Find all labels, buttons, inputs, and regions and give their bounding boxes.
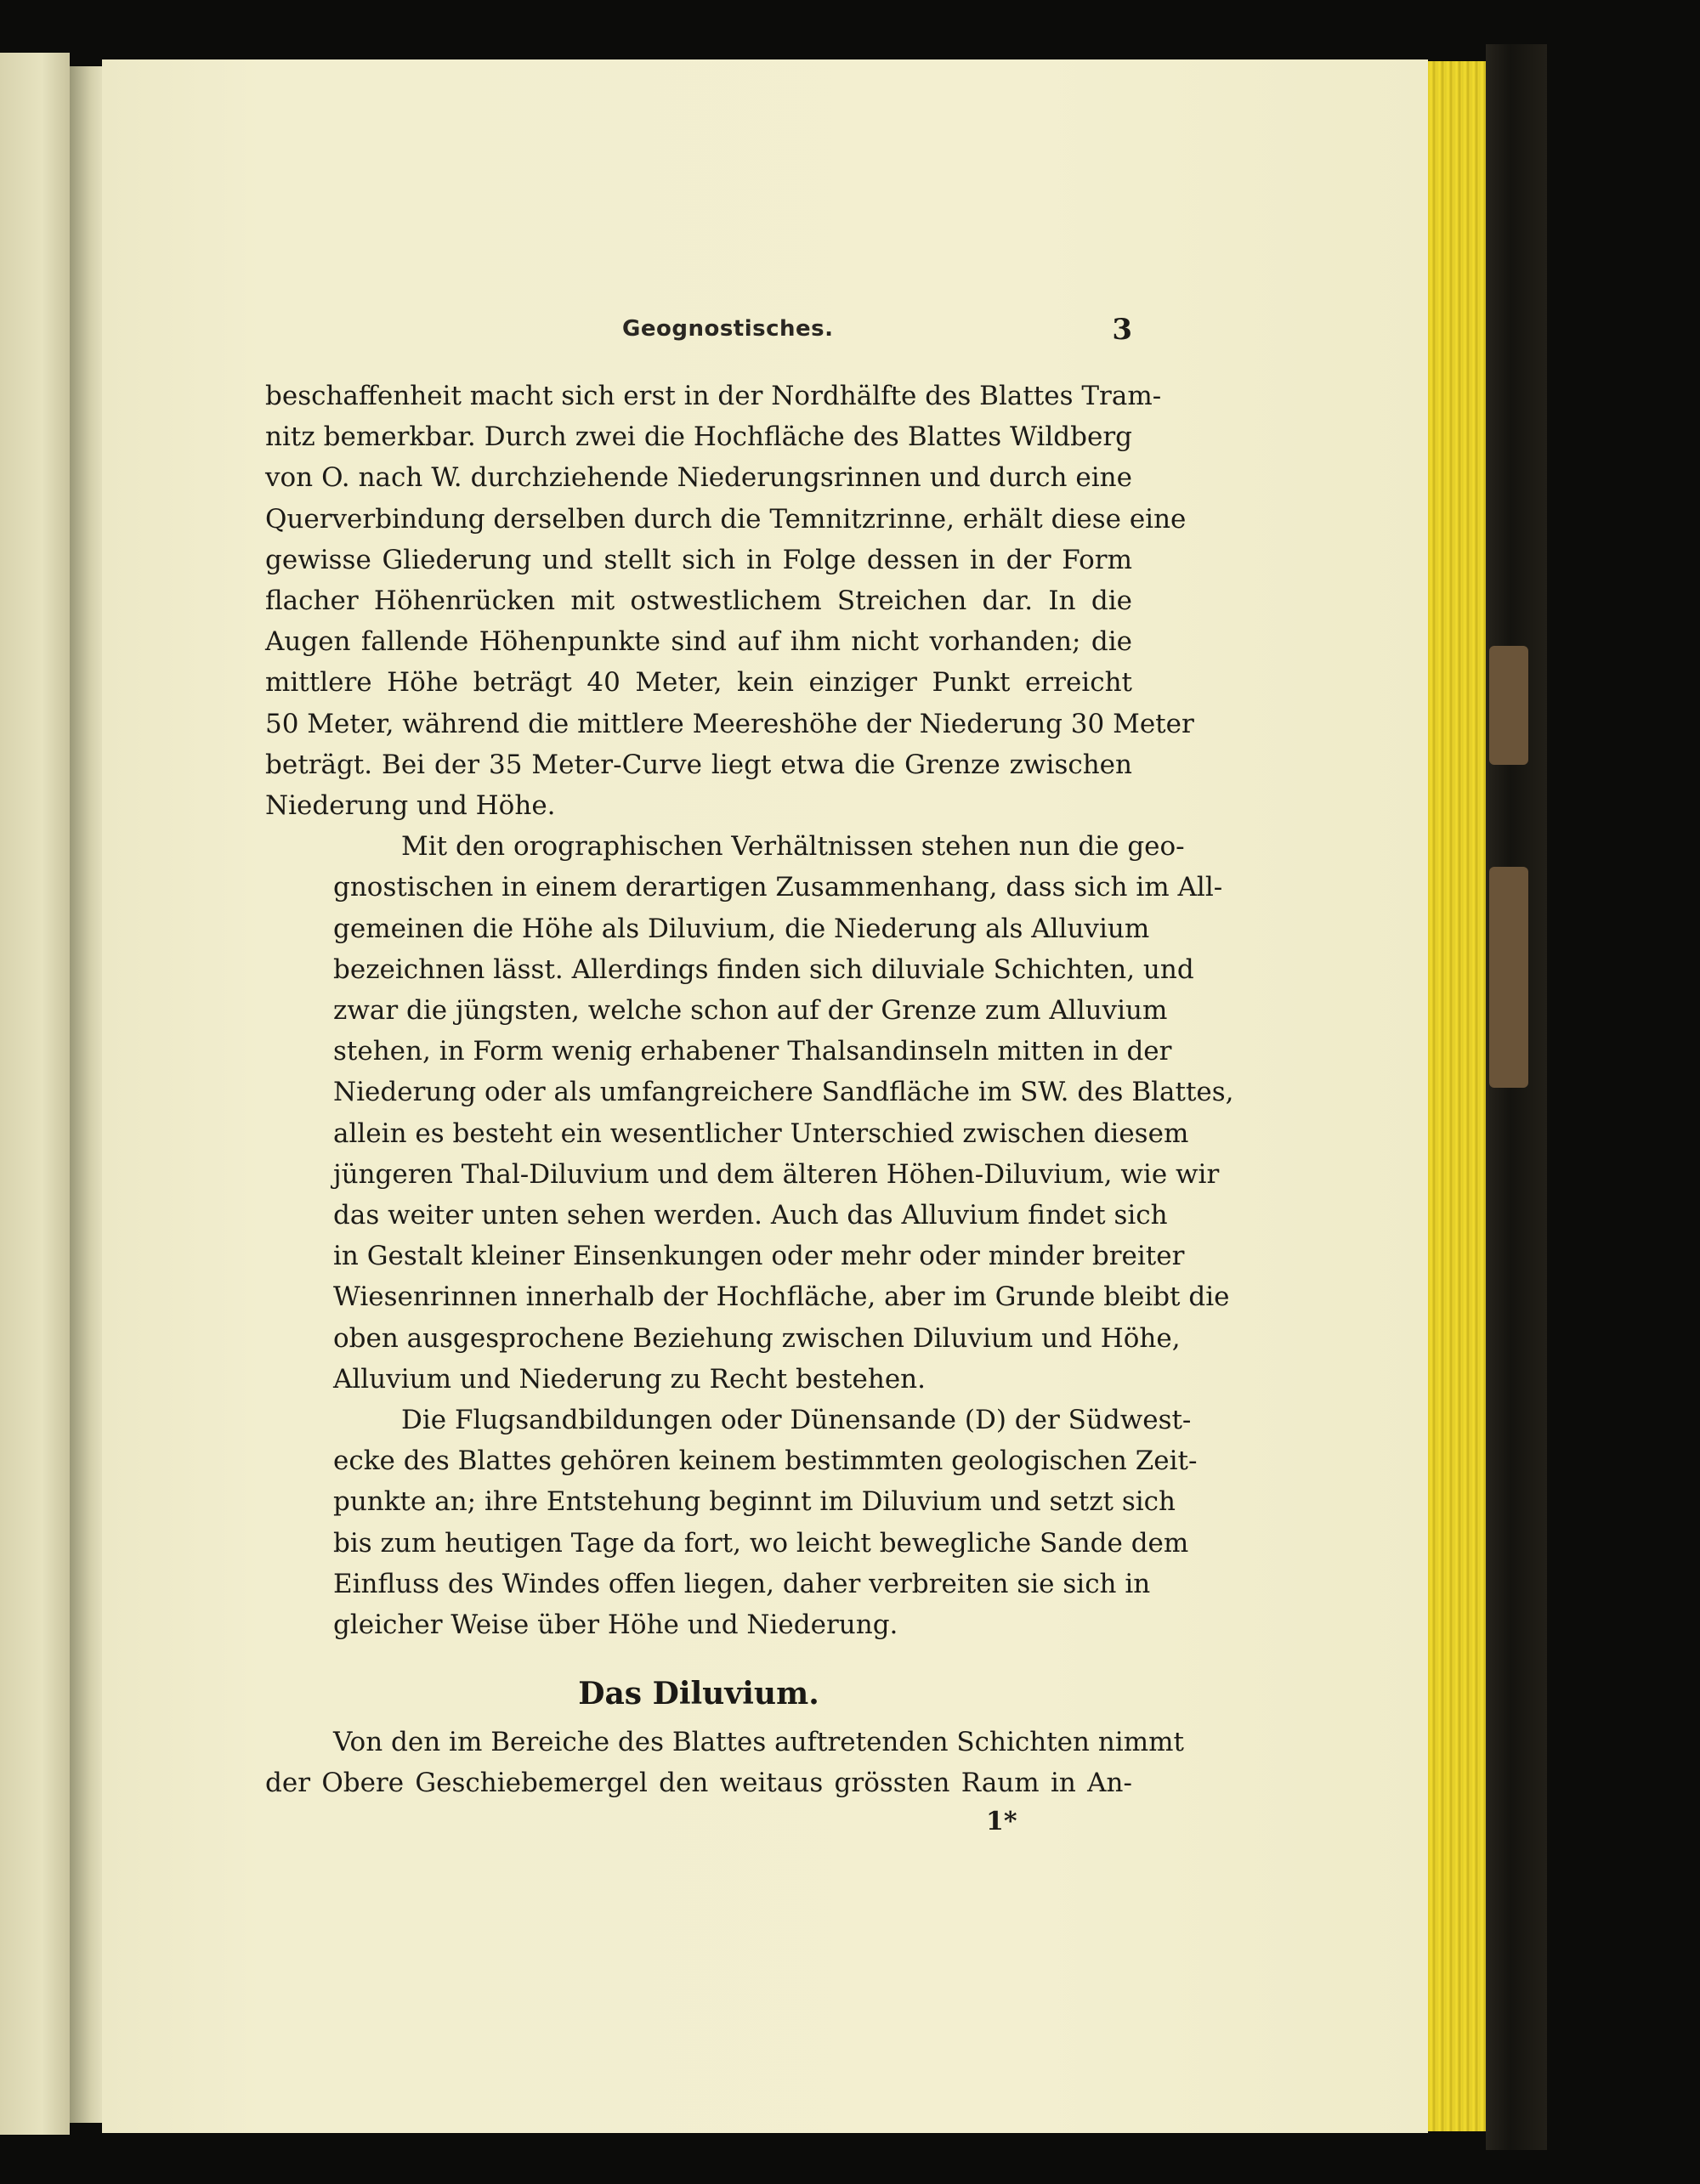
- text-line: Querverbindung derselben durch die Temnitzrinne, erhält diese eine: [265, 503, 1187, 535]
- text-line: Niederung und Höhe.: [265, 790, 556, 822]
- paragraph-3: [265, 1400, 1198, 1645]
- text-line: nitz bemerkbar. Durch zwei die Hochfläche des Blattes Wildberg: [265, 422, 1132, 453]
- text-line: gemeinen die Höhe als Diluvium, die Niederung als Alluvium: [333, 913, 1150, 944]
- section-heading: Das Diluvium.: [578, 1676, 819, 1712]
- text-line: flacher Höhenrücken mit ostwestlichem Streichen dar. In die: [265, 586, 1132, 617]
- book-cover-spine: [1486, 44, 1547, 2150]
- text-line: in Gestalt kleiner Einsenkungen oder mehr oder minder breiter: [333, 1241, 1185, 1272]
- cover-wear-mark: [1489, 646, 1528, 765]
- text-line: ecke des Blattes gehören keinem bestimmten geologischen Zeit-: [333, 1446, 1198, 1477]
- text-line: Die Flugsandbildungen oder Dünensande (D) der Südwest-: [401, 1405, 1192, 1436]
- running-head: [265, 313, 1132, 359]
- text-line: punkte an; ihre Entstehung beginnt im Diluvium und setzt sich: [333, 1486, 1176, 1518]
- text-line: Alluvium und Niederung zu Recht bestehen.: [333, 1363, 926, 1395]
- text-line: Einfluss des Windes offen liegen, daher verbreiten sie sich in: [333, 1568, 1151, 1599]
- text-line: beschaffenheit macht sich erst in der Nordhälfte des Blattes Tram-: [265, 381, 1162, 411]
- section-text: [265, 1722, 1184, 1803]
- text-line: Niederung oder als umfangreichere Sandfläche im SW. des Blattes,: [333, 1077, 1234, 1108]
- text-line: gnostischen in einem derartigen Zusammenhang, dass sich im All-: [333, 872, 1223, 903]
- text-line: das weiter unten sehen werden. Auch das Alluvium findet sich: [333, 1200, 1168, 1231]
- paragraph-1: [265, 376, 1194, 826]
- section-paragraph: [265, 1722, 1184, 1803]
- text-line: gleicher Weise über Höhe und Niederung.: [333, 1610, 898, 1641]
- text-line: Von den im Bereiche des Blattes auftretenden Schichten nimmt: [333, 1727, 1184, 1757]
- text-line: jüngeren Thal-Diluvium und dem älteren Höhen-Diluvium, wie wir: [333, 1158, 1220, 1190]
- text-line: gewisse Gliederung und stellt sich in Folge dessen in der Form: [265, 544, 1132, 575]
- text-line: Augen fallende Höhenpunkte sind auf ihm nicht vorhanden; die: [265, 626, 1132, 658]
- text-line: bis zum heutigen Tage da fort, wo leicht bewegliche Sande dem: [333, 1527, 1189, 1559]
- cover-wear-mark: [1489, 867, 1528, 1088]
- signature-mark: 1*: [986, 1807, 1017, 1836]
- text-line: Mit den orographischen Verhältnissen stehen nun die geo-: [401, 831, 1185, 863]
- left-page-edge: [0, 53, 70, 2135]
- text-line: allein es besteht ein wesentlicher Unterschied zwischen diesem: [333, 1117, 1189, 1149]
- text-line: 50 Meter, während die mittlere Meereshöhe der Niederung 30 Meter: [265, 708, 1194, 739]
- body-text: [265, 376, 1234, 1645]
- text-line: beträgt. Bei der 35 Meter-Curve liegt etwa die Grenze zwischen: [265, 749, 1132, 780]
- page-number: 3: [1112, 313, 1132, 347]
- text-line: bezeichnen lässt. Allerdings finden sich diluviale Schichten, und: [333, 953, 1194, 985]
- text-line: zwar die jüngsten, welche schon auf der Grenze zum Alluvium: [333, 995, 1168, 1027]
- text-line: Wiesenrinnen innerhalb der Hochfläche, aber im Grunde bleibt die: [333, 1282, 1230, 1313]
- page-edges-gilded: [1428, 61, 1486, 2131]
- running-head-title: Geognostisches.: [622, 316, 834, 342]
- text-line: von O. nach W. durchziehende Niederungsrinnen und durch eine: [265, 462, 1132, 494]
- paragraph-2: [265, 826, 1234, 1400]
- text-line: der Obere Geschiebemergel den weitaus grössten Raum in An-: [265, 1768, 1132, 1799]
- text-line: oben ausgesprochene Beziehung zwischen Diluvium und Höhe,: [333, 1322, 1181, 1354]
- text-line: mittlere Höhe beträgt 40 Meter, kein einziger Punkt erreicht: [265, 667, 1132, 699]
- text-line: stehen, in Form wenig erhabener Thalsandinseln mitten in der: [333, 1036, 1172, 1067]
